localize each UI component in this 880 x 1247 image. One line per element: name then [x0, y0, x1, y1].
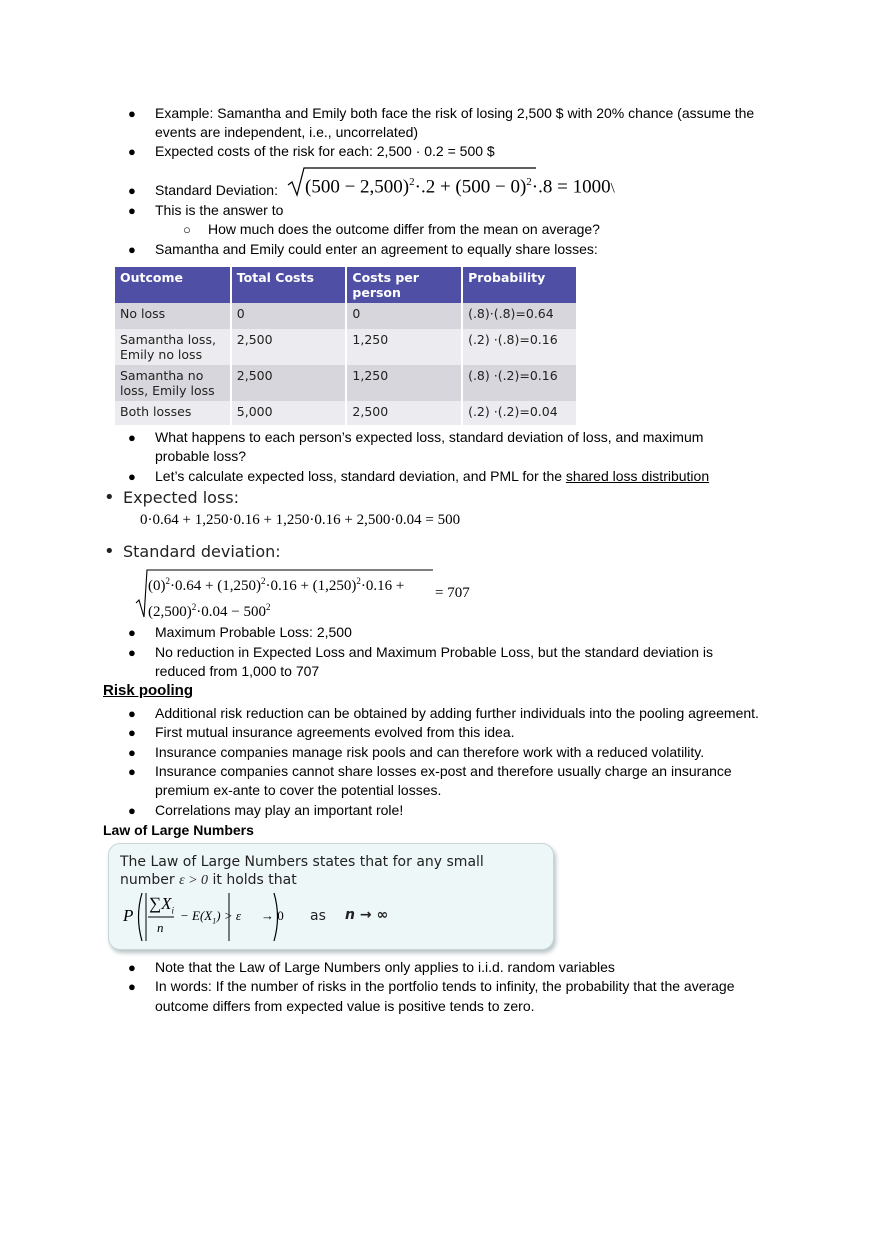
cell-total: 2,500 [231, 365, 347, 401]
table-header-row [115, 267, 577, 303]
sd-formula [286, 165, 615, 198]
sd-term3: ·.8 [531, 176, 553, 198]
table-row [115, 365, 577, 401]
cell-total: 2,500 [231, 329, 347, 365]
sd-exp1: 2 [409, 176, 415, 188]
sd-term2: ·.2 + (500 − 0) [414, 176, 527, 198]
bullet-dot: ● [128, 764, 136, 779]
lln-box-line1: The Law of Large Numbers states that for any small [120, 854, 484, 870]
question-line2: probable loss? [155, 448, 247, 464]
sd-term: ·0.16 + (1,250) [265, 578, 357, 594]
header-outcome: Outcome [115, 267, 231, 303]
lln-holds-text: it holds that [212, 872, 297, 888]
lln-gt-eps: ) > ε [216, 908, 241, 923]
closing-in-words-line2: outcome differs from expected value is positive tends to zero. [155, 998, 535, 1014]
shared-loss-link[interactable]: shared loss distribution [565, 468, 710, 484]
table-row [115, 329, 577, 365]
cell-total: 0 [231, 303, 347, 329]
lln-sub-one: 1 [212, 916, 217, 926]
bullet-dot: ● [128, 725, 136, 740]
cell-outcome: Both losses [115, 401, 231, 425]
intro-share: Samantha and Emily could enter an agreement to equally share losses: [155, 241, 598, 257]
risk-pooling-item: Correlations may play an important role! [155, 802, 404, 818]
lln-as: as [310, 908, 326, 924]
cell-outcome: No loss [115, 303, 231, 329]
bullet-dot: ● [128, 183, 136, 198]
sd-result: = 1000 [557, 176, 611, 198]
intro-example-line1: Example: Samantha and Emily both face the risk of losing 2,500 $ with 20% chance (assume the [155, 105, 755, 121]
bullet-dot: ● [128, 706, 136, 721]
sd-term: (2,500) [148, 604, 192, 620]
bullet-dot: ● [128, 645, 136, 660]
intro-expected-costs: Expected costs of the risk for each: 2,500 · 0.2 = 500 $ [155, 143, 495, 159]
risk-pooling-item: Insurance companies cannot share losses ex-post and therefore usually charge an insurance [155, 763, 732, 779]
closing-in-words-line1: In words: If the number of risks in the portfolio tends to infinity, the probability that the average [155, 978, 735, 994]
no-reduction-line2: reduced from 1,000 to 707 [155, 663, 320, 679]
bullet-dot: ● [128, 803, 136, 818]
intro-std-label: Standard Deviation: [155, 182, 278, 198]
sd-term: (0) [148, 578, 166, 594]
calculate-text: Let’s calculate expected loss, standard deviation, and PML for the [155, 468, 566, 484]
cell-outcome: Samantha no loss, Emily loss [115, 365, 231, 401]
lln-formula-sum [149, 894, 174, 915]
sd-square: 2 [191, 602, 197, 612]
lln-expectation: − E(X [180, 908, 213, 923]
cell-probability: (.2) ·(.8)=0.16 [462, 329, 577, 365]
std-dev-line2 [148, 598, 270, 621]
cell-per-person: 1,250 [346, 365, 462, 401]
max-probable-loss: Maximum Probable Loss: 2,500 [155, 624, 352, 640]
bullet-dot: ● [128, 430, 136, 445]
cell-outcome: Samantha loss, Emily no loss [115, 329, 231, 365]
sd-exp2: 2 [526, 176, 532, 188]
expected-loss-label: Expected loss: [123, 488, 240, 507]
cell-probability: (.2) ·(.2)=0.04 [462, 401, 577, 425]
risk-pooling-item: First mutual insurance agreements evolved from this idea. [155, 724, 515, 740]
lln-box-line2 [120, 872, 297, 889]
bullet-dot: ● [128, 745, 136, 760]
expected-loss-formula: 0·0.64 + 1,250·0.16 + 1,250·0.16 + 2,500·0.04 = 500 [140, 512, 461, 528]
lln-formula-p: P [123, 906, 134, 925]
closing-iid-note: Note that the Law of Large Numbers only applies to i.i.d. random variables [155, 959, 615, 975]
std-dev-line1 [148, 572, 404, 595]
risk-pooling-item: Additional risk reduction can be obtained by adding further individuals into the pooling agreement. [155, 705, 759, 721]
lln-number-text: number [120, 872, 175, 888]
bullet-dot: ● [128, 979, 136, 994]
std-dev-result: = 707 [435, 585, 470, 601]
sd-term: ·0.64 + (1,250) [170, 578, 261, 594]
lln-formula-arrow: → 0 [261, 908, 284, 923]
lln-formula-n: n [157, 920, 164, 935]
risk-pooling-item-cont: premium ex-ante to cover the potential losses. [155, 782, 442, 798]
cell-per-person: 2,500 [346, 401, 462, 425]
sd-trail: \ [610, 180, 615, 197]
intro-answer: This is the answer to [155, 202, 284, 218]
outcome-table [115, 267, 578, 425]
sd-square: 2 [165, 576, 170, 586]
no-reduction-line1: No reduction in Expected Loss and Maximum Probable Loss, but the standard deviation is [155, 644, 713, 660]
bullet-dot: ● [128, 625, 136, 640]
std-dev-formula [135, 567, 495, 619]
sd-square: 2 [356, 576, 361, 586]
sd-formula-body [305, 171, 615, 199]
bullet-dot: ● [128, 144, 136, 159]
intro-example-line2: events are independent, i.e., uncorrelated) [155, 124, 419, 140]
cell-probability: (.8)·(.8)=0.64 [462, 303, 577, 329]
sd-term: ·0.16 + [360, 578, 405, 594]
bullet-dot: ● [128, 469, 136, 484]
calculate-line [155, 467, 795, 487]
lln-epsilon: ε > 0 [179, 873, 209, 888]
question-line1: What happens to each person’s expected loss, standard deviation of loss, and maximum [155, 429, 704, 445]
sd-term1: (500 − 2,500) [305, 176, 410, 198]
cell-per-person: 1,250 [346, 329, 462, 365]
sd-term: ·0.04 − 500 [196, 604, 266, 620]
bullet-dot: • [104, 487, 115, 508]
risk-pooling-heading: Risk pooling [103, 682, 193, 699]
lln-definition-box [108, 843, 554, 950]
intro-question: How much does the outcome differ from the mean on average? [208, 221, 600, 237]
bullet-dot: • [104, 541, 115, 562]
sd-square: 2 [260, 576, 266, 586]
bullet-dot: ● [128, 960, 136, 975]
bullet-dot: ● [128, 203, 136, 218]
lln-heading: Law of Large Numbers [103, 822, 254, 838]
risk-pooling-item: Insurance companies manage risk pools and can therefore work with a reduced volatility. [155, 744, 705, 760]
std-dev-label: Standard deviation: [123, 542, 281, 561]
sub-bullet: ○ [183, 222, 191, 237]
header-probability: Probability [462, 267, 577, 303]
header-costs-per-person: Costs per person [346, 267, 462, 303]
lln-limit: n → ∞ [345, 907, 389, 923]
header-total-costs: Total Costs [231, 267, 347, 303]
cell-probability: (.8) ·(.2)=0.16 [462, 365, 577, 401]
cell-per-person: 0 [346, 303, 462, 329]
cell-total: 5,000 [231, 401, 347, 425]
bullet-dot: ● [128, 106, 136, 121]
table-row [115, 303, 577, 329]
table-row [115, 401, 577, 425]
bullet-dot: ● [128, 242, 136, 257]
lln-formula-mid [180, 908, 241, 926]
lln-sum: ∑X [149, 894, 172, 913]
sd-square: 2 [265, 602, 271, 612]
lln-sub-i: i [171, 905, 175, 916]
